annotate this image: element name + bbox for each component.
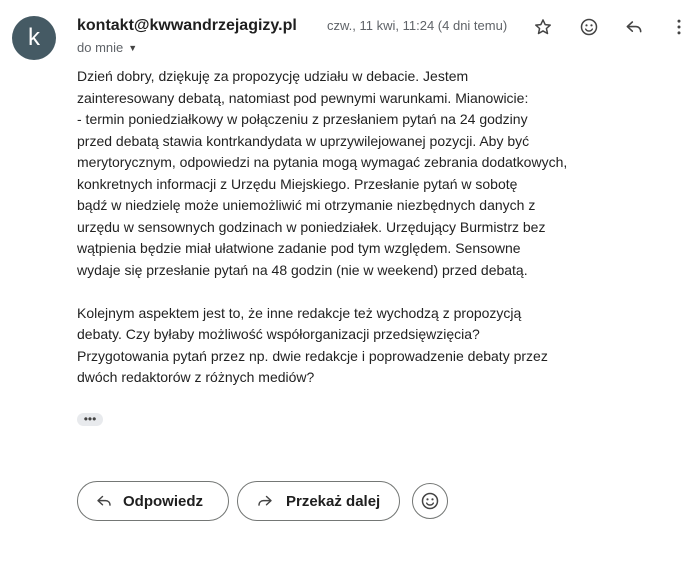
forward-icon: [255, 491, 275, 511]
body-line: konkretnych informacji z Urzędu Miejskiego. Przesłanie pytań w sobotę: [77, 175, 518, 192]
message-date: czw., 11 kwi, 11:24 (4 dni temu): [327, 18, 508, 33]
body-line: wydaje się przesłanie pytań na 48 godzin (nie w weekend) przed debatą.: [77, 261, 528, 278]
ellipsis-icon: •••: [83, 412, 97, 426]
forward-action-button[interactable]: [237, 481, 400, 521]
body-line: debaty. Czy byłaby możliwość współorganizacji przedsięwzięcia?: [77, 326, 480, 342]
caret-down-icon[interactable]: ▼: [128, 43, 138, 53]
body-line: zainteresowany debatą, natomiast pod pewnymi warunkami. Mianowicie:: [77, 89, 529, 106]
recipient-toggle[interactable]: [77, 40, 137, 55]
body-line: merytorycznym, odpowiedzi na pytania mogą wymagać zebrania dodatkowych,: [77, 154, 568, 170]
message-body: [77, 66, 617, 389]
sender-avatar[interactable]: [12, 16, 56, 60]
body-line: Dzień dobry, dziękuję za propozycję udziału w debacie. Jestem: [77, 68, 469, 84]
emoji-icon: [579, 17, 599, 37]
sender-address[interactable]: kontakt@kwwandrzejagizy.pl: [77, 17, 297, 34]
paragraph-gap: [77, 281, 617, 303]
avatar-letter: k: [28, 24, 40, 51]
more-vert-icon: [669, 17, 689, 37]
body-line: urzędu w sensownych godzinach w poniedziałek. Urzędujący Burmistrz bez: [77, 218, 546, 235]
more-options-button[interactable]: [662, 10, 696, 44]
forward-label: Przekaż dalej: [286, 492, 381, 510]
reply-label: Odpowiedz: [123, 492, 203, 510]
body-line: Przygotowania pytań przez np. dwie redakcje i poprowadzenie debaty przez: [77, 347, 548, 364]
body-line: wątpienia będzie miał ułatwione zadanie pod tym względem. Sensowne: [77, 240, 521, 256]
body-line: dwóch redaktorów z różnych mediów?: [77, 369, 315, 385]
reply-icon: [624, 17, 644, 37]
emoji-reaction-action-button[interactable]: [412, 483, 448, 519]
star-button[interactable]: [526, 10, 560, 44]
emoji-reaction-button[interactable]: [572, 10, 606, 44]
recipient-label: do mnie: [77, 40, 124, 55]
star-icon: [533, 17, 553, 37]
emoji-icon: [420, 491, 440, 511]
show-trimmed-content-button[interactable]: [77, 413, 103, 426]
body-line: - termin poniedziałkowy w połączeniu z przesłaniem pytań na 24 godziny: [77, 111, 528, 127]
reply-button[interactable]: [617, 10, 651, 44]
body-line: Kolejnym aspektem jest to, że inne redakcje też wychodzą z propozycją: [77, 304, 522, 321]
body-line: bądź w niedzielę może uniemożliwić mi otrzymanie niezbędnych danych z: [77, 197, 536, 213]
body-line: przed debatą stawia kontrkandydata w uprzywilejowanej pozycji. Aby być: [77, 132, 530, 149]
reply-action-button[interactable]: [77, 481, 229, 521]
reply-icon: [94, 491, 114, 511]
